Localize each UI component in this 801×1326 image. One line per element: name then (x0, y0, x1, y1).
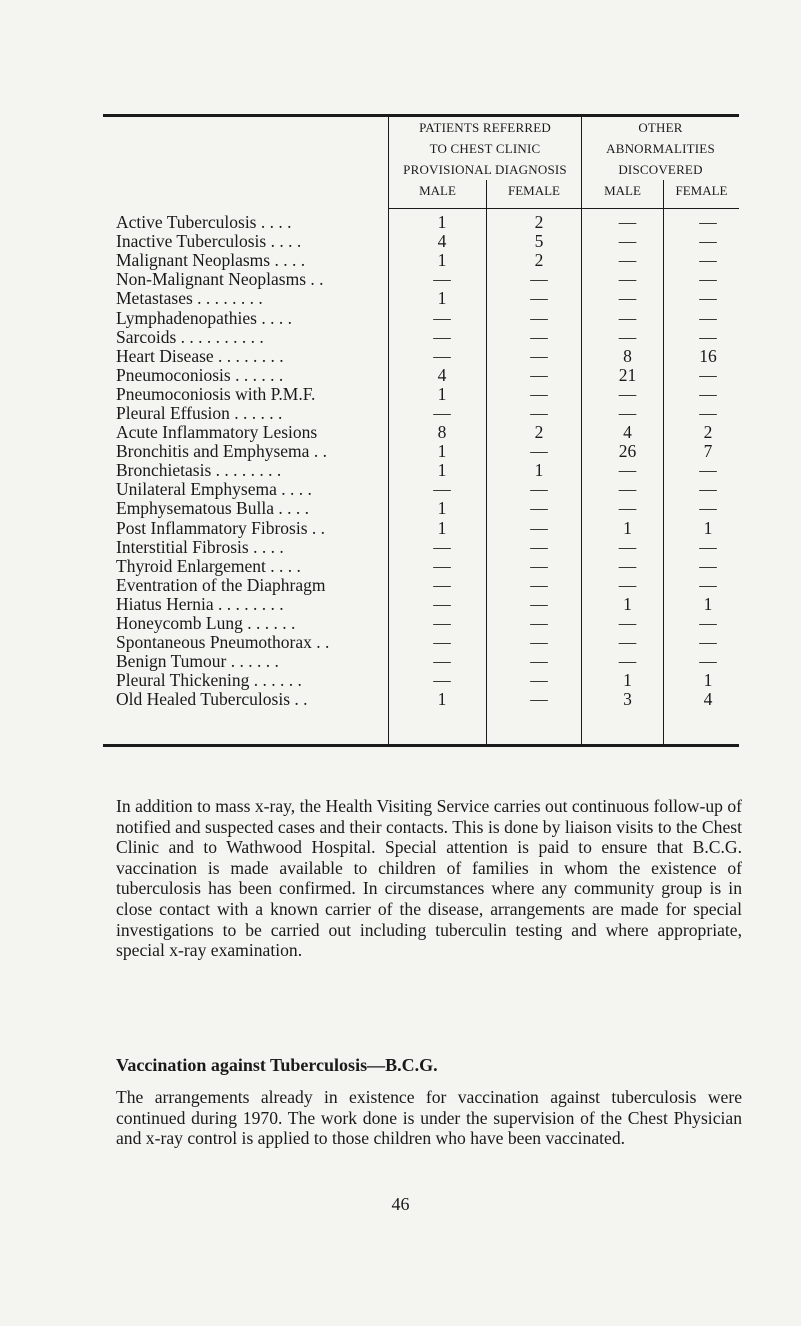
row-label: Interstitial Fibrosis . . . . (116, 536, 284, 557)
table-cell: — (433, 651, 451, 672)
row-label: Metastases . . . . . . . . (116, 288, 263, 309)
row-label: Bronchitis and Emphysema . . (116, 441, 327, 462)
table-cell: 16 (699, 345, 717, 366)
table-cell: 2 (534, 212, 544, 233)
paragraph-vaccination: The arrangements already in existence for vaccination against tuberculosis were continued during 1970. The work done is under the supervision of the Chest Physician and x-ray control is applied to those children who have been vaccinated. (116, 1087, 742, 1149)
table-cell: — (530, 441, 548, 462)
table-cell: — (530, 632, 548, 653)
table-cell: — (530, 670, 548, 691)
table-row (116, 366, 746, 385)
table-row (116, 442, 746, 461)
table-cell: — (699, 383, 717, 404)
table-cell: 1 (437, 250, 447, 271)
table-cell: — (618, 326, 637, 347)
table-row (116, 576, 746, 595)
table-cell: 5 (534, 231, 544, 252)
table-row (116, 499, 746, 518)
table-cell: 2 (534, 250, 544, 271)
table-cell: — (433, 326, 451, 347)
row-label: Non-Malignant Neoplasms . . (116, 269, 324, 290)
table-cell: — (618, 383, 637, 404)
table-cell: — (699, 460, 717, 481)
row-label: Active Tuberculosis . . . . (116, 212, 292, 233)
table-cell: — (699, 536, 717, 557)
table-cell: — (699, 555, 717, 576)
bottom-rule (103, 744, 739, 747)
table-cell: 1 (623, 517, 632, 538)
table-cell: — (618, 402, 637, 423)
table-cell: — (618, 231, 637, 252)
table-row (116, 270, 746, 289)
table-row (116, 633, 746, 652)
row-label: Pleural Effusion . . . . . . (116, 402, 283, 423)
table-row (116, 461, 746, 480)
table-cell: — (530, 613, 548, 634)
table-row (116, 423, 746, 442)
table-cell: 1 (437, 212, 447, 233)
table-cell: — (530, 498, 548, 519)
table-cell: — (618, 212, 637, 233)
group-heading-other: OTHER ABNORMALITIES DISCOVERED (606, 120, 715, 177)
table-cell: 1 (623, 670, 632, 691)
table-cell: 21 (618, 364, 637, 385)
table-cell: — (699, 212, 717, 233)
table-cell: — (618, 460, 637, 481)
table-cell: — (530, 364, 548, 385)
table-cell: 4 (437, 231, 447, 252)
row-label: Eventration of the Diaphragm (116, 574, 326, 595)
table-cell: — (699, 231, 717, 252)
table-row (116, 671, 746, 690)
table-cell: 1 (437, 383, 447, 404)
table-row (116, 690, 746, 709)
table-cell: 1 (534, 460, 544, 481)
row-label: Thyroid Enlargement . . . . (116, 555, 301, 576)
table-cell: — (699, 307, 717, 328)
table-row (116, 538, 746, 557)
row-label: Old Healed Tuberculosis . . (116, 689, 308, 710)
table-cell: — (530, 593, 548, 614)
table-cell: — (433, 479, 451, 500)
table-cell: — (530, 288, 548, 309)
row-label: Emphysematous Bulla . . . . (116, 498, 309, 519)
table-cell: 1 (437, 498, 447, 519)
table-row (116, 213, 746, 232)
table-cell: 3 (623, 689, 632, 710)
table-cell: 1 (703, 517, 713, 538)
table-cell: — (530, 307, 548, 328)
row-label: Pneumoconiosis with P.M.F. (116, 383, 316, 404)
table-cell: 1 (437, 689, 447, 710)
table-cell: — (699, 250, 717, 271)
table-cell: — (433, 632, 451, 653)
table-cell: — (699, 288, 717, 309)
table-cell: — (699, 632, 717, 653)
table-cell: — (530, 689, 548, 710)
table-row (116, 557, 746, 576)
table-row (116, 652, 746, 671)
sub-header-male: MALE (604, 183, 641, 198)
table-cell: — (530, 479, 548, 500)
table-cell: — (699, 574, 717, 595)
table-cell: — (699, 498, 717, 519)
table-cell: — (530, 574, 548, 595)
row-label: Unilateral Emphysema . . . . (116, 479, 312, 500)
table-cell: — (530, 345, 548, 366)
table-row (116, 347, 746, 366)
table-cell: — (618, 632, 637, 653)
table-cell: — (699, 269, 717, 290)
table-row (116, 404, 746, 423)
section-heading: Vaccination against Tuberculosis—B.C.G. (116, 1055, 438, 1075)
table-cell: — (618, 574, 637, 595)
row-label: Pneumoconiosis . . . . . . (116, 364, 284, 385)
table-cell: 1 (437, 517, 447, 538)
table-cell: 1 (437, 288, 447, 309)
row-label: Post Inflammatory Fibrosis . . (116, 517, 326, 538)
table-cell: — (433, 536, 451, 557)
row-label: Sarcoids . . . . . . . . . . (116, 326, 264, 347)
row-label: Inactive Tuberculosis . . . . (116, 231, 302, 252)
table-cell: 1 (703, 670, 713, 691)
table-cell: — (433, 307, 451, 328)
table-cell: — (530, 402, 548, 423)
table-cell: 1 (623, 593, 632, 614)
row-label: Honeycomb Lung . . . . . . (116, 613, 296, 634)
table-cell: — (618, 555, 637, 576)
table-cell: — (618, 536, 637, 557)
table-cell: — (618, 479, 637, 500)
table-cell: — (530, 651, 548, 672)
table-cell: — (433, 269, 451, 290)
table-cell: — (433, 613, 451, 634)
table-cell: — (618, 613, 637, 634)
row-label: Hiatus Hernia . . . . . . . . (116, 593, 284, 614)
table-cell: — (618, 498, 637, 519)
table-cell: — (530, 269, 548, 290)
table-row (116, 614, 746, 633)
table-cell: — (433, 555, 451, 576)
diagnosis-table (116, 213, 746, 709)
table-cell: — (433, 345, 451, 366)
header-underline (388, 208, 739, 209)
row-label: Lymphadenopathies . . . . (116, 307, 292, 328)
table-row (116, 385, 746, 404)
table-cell: — (618, 250, 637, 271)
table-cell: — (618, 651, 637, 672)
table-cell: — (699, 364, 717, 385)
table-cell: — (530, 326, 548, 347)
table-cell: — (618, 269, 637, 290)
table-cell: 8 (437, 422, 447, 443)
table-cell: 4 (703, 689, 713, 710)
page-number: 46 (391, 1194, 410, 1214)
sub-header-female: FEMALE (675, 183, 728, 198)
table-cell: 8 (623, 345, 632, 366)
table-cell: 1 (437, 460, 447, 481)
row-label: Bronchietasis . . . . . . . . (116, 460, 282, 481)
table-row (116, 289, 746, 308)
table-row (116, 251, 746, 270)
table-cell: 1 (437, 441, 447, 462)
table-cell: — (433, 593, 451, 614)
table-cell: 1 (703, 593, 713, 614)
table-row (116, 519, 746, 538)
table-cell: 7 (703, 441, 713, 462)
table-cell: — (699, 326, 717, 347)
table-cell: 2 (534, 422, 544, 443)
table-row (116, 480, 746, 499)
table-cell: — (618, 288, 637, 309)
table-row (116, 232, 746, 251)
table-cell: — (530, 555, 548, 576)
table-row (116, 595, 746, 614)
row-label: Pleural Thickening . . . . . . (116, 670, 302, 691)
table-cell: — (530, 517, 548, 538)
table-row (116, 308, 746, 327)
table-cell: — (530, 536, 548, 557)
sub-header-female: FEMALE (508, 183, 560, 198)
row-label: Heart Disease . . . . . . . . (116, 345, 284, 366)
table-cell: — (699, 651, 717, 672)
row-label: Malignant Neoplasms . . . . (116, 250, 306, 271)
row-label: Acute Inflammatory Lesions (116, 422, 318, 443)
table-cell: — (618, 307, 637, 328)
table-cell: — (433, 574, 451, 595)
table-cell: 26 (618, 441, 637, 462)
table-cell: — (433, 402, 451, 423)
paragraph-follow-up: In addition to mass x-ray, the Health Visiting Service carries out continuous follow-up of notified and suspected cases and their contacts. This is done by liaison visits to the Chest Clinic and to Wathwood Hospital. Special attention is paid to ensure that B.C.G. vaccination is made available to children of families in whom the existence of tuberculosis has been confirmed. In circumstances where any community group is in close contact with a known carrier of the disease, arrangements are made for special investigations to be carried out including tuberculin testing and where appropriate, special x-ray examination. (116, 796, 742, 961)
row-label: Benign Tumour . . . . . . (116, 651, 279, 672)
table-cell: 4 (623, 422, 632, 443)
table-cell: 2 (703, 422, 713, 443)
table-cell: — (530, 383, 548, 404)
group-heading-referred: PATIENTS REFERRED TO CHEST CLINIC PROVISIONAL DIAGNOSIS (403, 120, 567, 177)
row-label: Spontaneous Pneumothorax . . (116, 632, 330, 653)
table-cell: — (699, 402, 717, 423)
sub-header-male: MALE (419, 183, 456, 198)
table-cell: — (699, 613, 717, 634)
table-row (116, 328, 746, 347)
table-cell: — (433, 670, 451, 691)
table-cell: — (699, 479, 717, 500)
table-cell: 4 (437, 364, 447, 385)
